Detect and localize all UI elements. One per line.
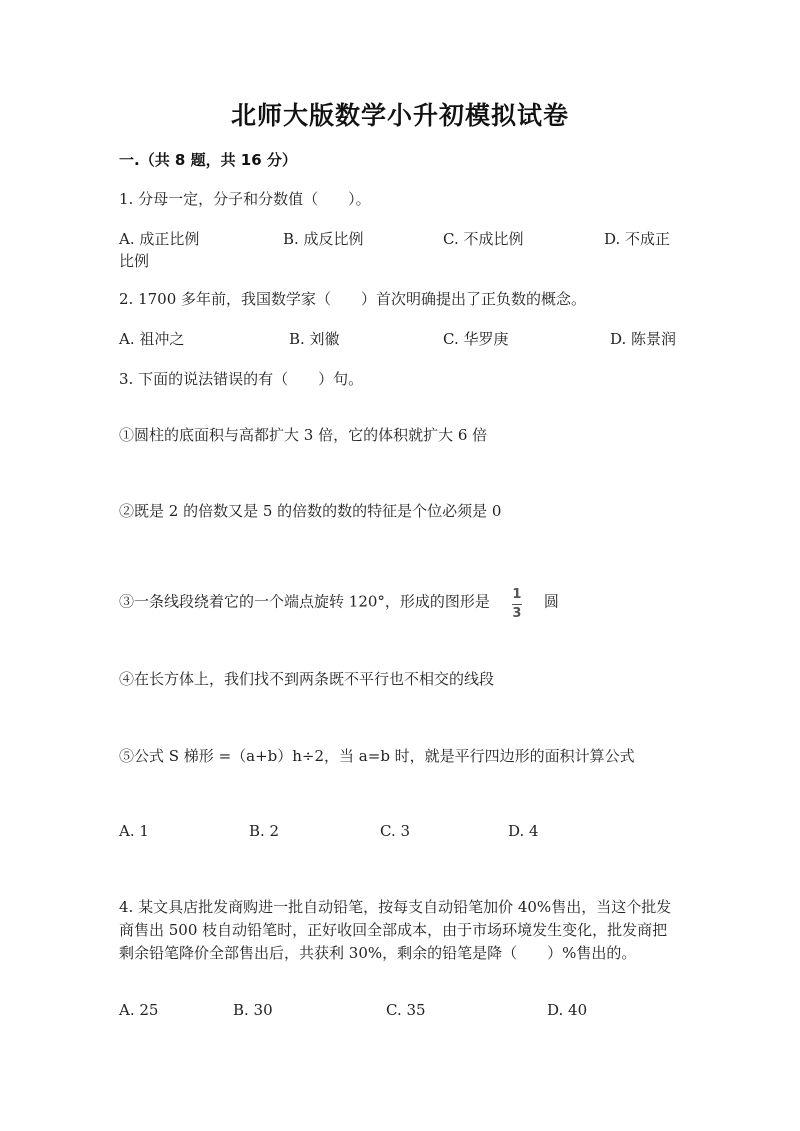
question-4-option-a: A. 25 (119, 1001, 159, 1019)
section-header: 一.（共 8 题，共 16 分） (119, 151, 297, 169)
question-3-option-d: D. 4 (508, 822, 539, 840)
question-2-option-c: C. 华罗庚 (443, 330, 509, 348)
fraction-numerator: 1 (512, 587, 522, 602)
question-3-statement-2: ②既是 2 的倍数又是 5 的倍数的数的特征是个位必须是 0 (119, 502, 502, 520)
question-2-option-a: A. 祖冲之 (119, 330, 185, 348)
fraction-one-third (512, 588, 522, 621)
question-4-option-b: B. 30 (233, 1001, 273, 1019)
question-3-option-a: A. 1 (119, 822, 149, 840)
question-3-statement-5: ⑤公式 S 梯形 =（a+b）h÷2，当 a=b 时，就是平行四边形的面积计算公式 (119, 747, 635, 765)
question-1-option-d-wrap: 比例 (119, 252, 150, 270)
question-4-text: 4. 某文具店批发商购进一批自动铅笔，按每支自动铅笔加价 40%售出，当这个批发商售出 500 枝自动铅笔时，正好收回全部成本，由于市场环境发生变化，批发商把剩余铅笔降价全部售出后，共获利 30%，剩余的铅笔是降（ ）%售出的。 (119, 898, 672, 962)
question-2-option-d: D. 陈景润 (610, 330, 677, 348)
question-1-option-d: D. 不成正 (604, 230, 671, 248)
question-3-option-c: C. 3 (380, 822, 411, 840)
question-3-option-b: B. 2 (249, 822, 280, 840)
question-2-option-b: B. 刘徽 (289, 330, 340, 348)
question-4-option-d: D. 40 (547, 1001, 588, 1019)
question-4-option-c: C. 35 (386, 1001, 426, 1019)
question-3-statement-4: ④在长方体上，我们找不到两条既不平行也不相交的线段 (119, 670, 495, 688)
question-1-option-b: B. 成反比例 (283, 230, 364, 248)
statement-3-suffix: 圆 (543, 592, 559, 611)
question-1-option-c: C. 不成比例 (443, 230, 524, 248)
question-3-text: 3. 下面的说法错误的有（ ）句。 (119, 370, 364, 388)
fraction-denominator: 3 (512, 606, 522, 621)
question-1-text: 1. 分母一定，分子和分数值（ ）。 (119, 190, 371, 208)
page-title: 北师大版数学小升初模拟试卷 (230, 101, 569, 130)
question-3-statement-3 (119, 586, 559, 619)
fraction-bar (512, 604, 522, 605)
question-1-option-a: A. 成正比例 (119, 230, 200, 248)
statement-3-text: ③一条线段绕着它的一个端点旋转 120°，形成的图形是 (119, 592, 490, 611)
question-3-statement-1: ①圆柱的底面积与高都扩大 3 倍，它的体积就扩大 6 倍 (119, 426, 488, 444)
question-2-text: 2. 1700 多年前，我国数学家（ ）首次明确提出了正负数的概念。 (119, 290, 587, 308)
